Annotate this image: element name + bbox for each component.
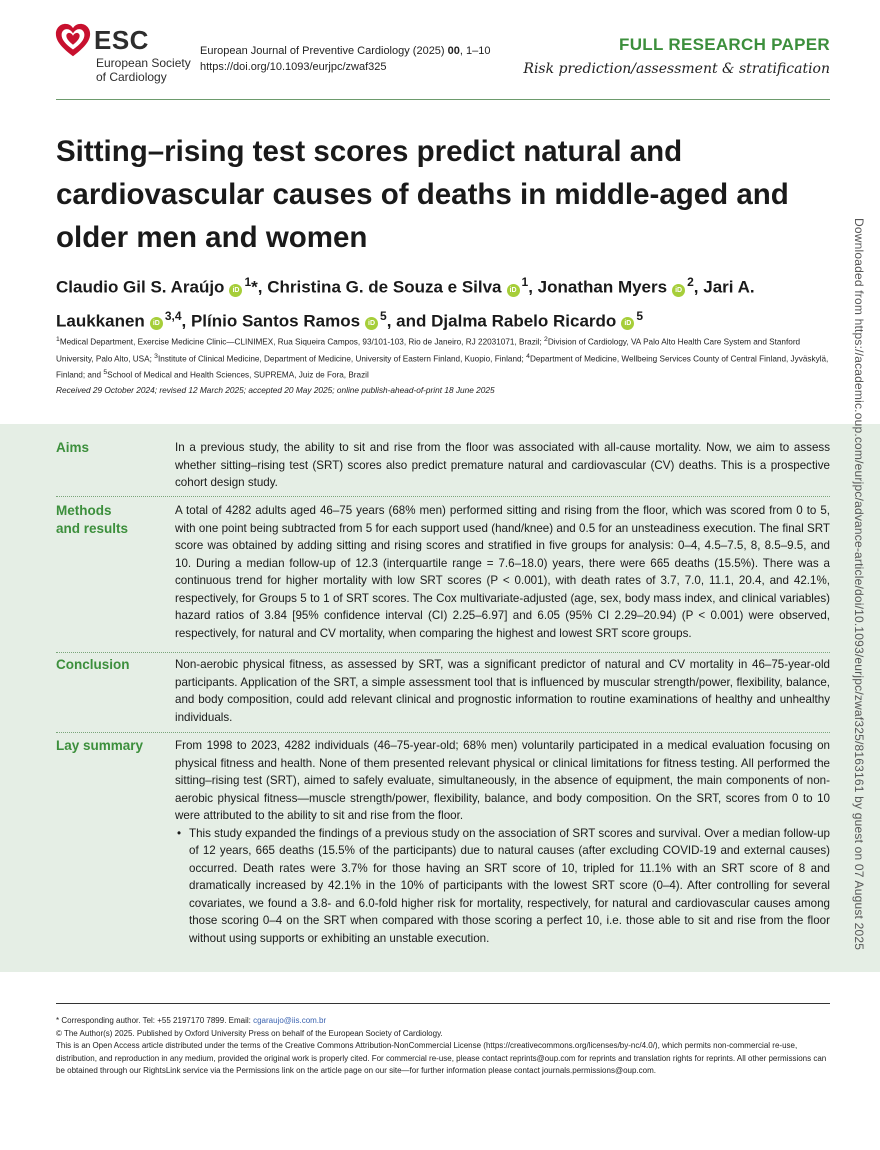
abstract-divider (56, 732, 830, 733)
author-affil: 5 (380, 308, 387, 323)
lay-summary-label: Lay summary (56, 738, 144, 753)
methods-label (56, 502, 166, 538)
orcid-icon[interactable]: iD (150, 317, 163, 330)
journal-name: European Journal of Preventive Cardiology (2025) (200, 45, 445, 57)
esc-logo (54, 22, 204, 86)
journal-citation (200, 43, 491, 75)
methods-label-line2: and results (56, 521, 129, 536)
logo-esc-text: ESC (94, 25, 149, 55)
orcid-icon[interactable]: iD (507, 284, 520, 297)
header-divider (56, 99, 830, 100)
author-name[interactable]: Plínio Santos Ramos (190, 311, 361, 331)
affil-num: 2 (544, 336, 548, 343)
author-affil: 1 (244, 275, 252, 289)
aims-text: In a previous study, the ability to sit and rise from the floor was associated with all-cause mortality. Now, we aim to assess whether sitting–rising test (SRT) scores also predict premature natural and cardiovascular (CV) deaths. This is a prospective cohort design study. (175, 441, 830, 489)
orcid-icon[interactable]: iD (621, 317, 634, 330)
author-affil: 1 (521, 275, 529, 289)
logo-society-line1: European Society (96, 56, 191, 70)
download-watermark (850, 218, 870, 951)
heart-logo-icon (54, 22, 92, 60)
methods-label-line1: Methods (56, 503, 112, 518)
orcid-icon[interactable]: iD (672, 284, 685, 297)
affil-text: Department of Medicine, Wellbeing Services County of Central Finland, Jyväskylä, Finland; and (56, 354, 829, 381)
logo-society-line2: of Cardiology (96, 70, 167, 84)
orcid-icon[interactable]: iD (229, 284, 242, 297)
conclusion-text: Non-aerobic physical fitness, as assessed by SRT, was a significant predictor of natural and CV mortality in 46–75-year-old participants. Application of the SRT, a simple assessment tool that is influenced by muscular strength/power, flexibility, balance, and body composition, could add relevant clinical and prognostic information to routine examinations of healthy and unhealthy individuals. (175, 658, 830, 724)
lay-bullet-text: This study expanded the findings of a previous study on the association of SRT scores and survival. Over a median follow-up of 12 years, 665 deaths (15.5% of the participants) due to natural causes (after excluding COVID-19 and external causes) occurred. Death rates were 3.7% for those having an SRT score of 10, tripled for 11.1% with an SRT score of 8 and dramatically increased by 42.1% in the 10% of participants with the lowest SRT score (0–4). After controlling for several covariates, we found a 3.8- and 6.0-fold higher risk for mortality, respectively, for natural and cardiovascular causes among those scoring 0–4 on the SRT when compared with those scoring a perfect 10, i.e. those able to sit and rise from the floor without using supports or exhibiting an unstable execution. (189, 826, 830, 945)
license-text: This is an Open Access article distributed under the terms of the Creative Commons Attribution-NonCommercial License (https://creativecommons.org/licenses/by-nc/4.0/), which permits non-commercial re-use, distribution, and reproduction in any medium, provided the original work is properly cited. For commercial re-use, please contact reprints@oup.com for reprints and translation rights for reprints. All other permissions can be obtained through our RightsLink service via the Permissions link on the article page on our site—for further information please contact journals.permissions@oup.com. (56, 1041, 827, 1075)
doi-link[interactable]: https://doi.org/10.1093/eurjpc/zwaf325 (200, 61, 387, 73)
orcid-icon[interactable]: iD (365, 317, 378, 330)
author-affil: 3,4 (164, 308, 182, 323)
author-affil: 2 (687, 275, 694, 289)
paper-subtype: Risk prediction/assessment & stratification (523, 61, 830, 77)
paper-type: FULL RESEARCH PAPER (619, 35, 830, 54)
affil-num: 4 (526, 352, 530, 360)
footer-divider (56, 1003, 830, 1004)
affil-text: Medical Department, Exercise Medicine Clinic—CLINIMEX, Rua Siqueira Campos, 93/101-103, Rio de Janeiro, RJ 22031071, Brazil; (59, 337, 545, 347)
author-name[interactable]: Claudio Gil S. Araújo (56, 277, 225, 297)
bullet-icon: • (177, 826, 182, 840)
received-dates: Received 29 October 2024; revised 12 March 2025; accepted 20 May 2025; online publish-ahead-of-print 18 June 2025 (56, 385, 495, 395)
author-name[interactable]: Christina G. de Souza e Silva (267, 277, 502, 297)
affil-num: 1 (56, 336, 60, 343)
author-list (56, 268, 836, 335)
author-name[interactable]: Djalma Rabelo Ricardo (431, 311, 617, 331)
affil-text: Division of Cardiology, VA Palo Alto Health Care System and Stanford University, Palo Alto, USA; (56, 337, 801, 364)
download-watermark-text: Downloaded from https://academic.oup.com/eurjpc/advance-article/doi/10.1093/eurjpc/zwaf325/8163161 by guest on 07 August 2025 (852, 218, 866, 951)
corresponding-text: * Corresponding author. Tel: +55 2197170 7899. Email: (56, 1016, 254, 1025)
affil-text: Institute of Clinical Medicine, Department of Medicine, University of Eastern Finland, Kuopio, Finland; (157, 354, 527, 364)
author-affil: 5 (636, 308, 643, 323)
author-name[interactable]: Jari A. Laukkanen (56, 277, 755, 331)
abstract-divider (56, 496, 830, 497)
affil-num: 3 (154, 352, 158, 360)
journal-pages: , 1–10 (459, 45, 491, 57)
footnotes (56, 1015, 830, 1078)
affiliations (56, 333, 830, 383)
author-separator: , (181, 311, 191, 331)
abstract-divider (56, 652, 830, 653)
email-link[interactable]: cgaraujo@iis.com.br (253, 1016, 327, 1025)
affil-num: 5 (103, 369, 108, 377)
author-separator: , and (386, 311, 432, 331)
author-separator: , (257, 277, 268, 297)
methods-text: A total of 4282 adults aged 46–75 years (68% men) performed sitting and rising from the floor, which was scored from 0 to 5, with one point being subtracted from 5 for each support used (hand/knee) and 0.5 for an unsteadiness execution. The final SRT score was obtained by adding sitting and rising scores and stratified in five groups for analysis: 0–4, 4.5–7.5, 8, 8.5–9.5, and 10. During a median follow-up of 12.3 (interquartile range = 7.6–18.0) years, there were 665 deaths (15.5%). There was a continuous trend for higher mortality with low SRT scores (P < 0.001), with death rates of 3.7, 7.0, 11.1, 20.4, and 42.1%, respectively, for Groups 5 to 1 of SRT scores. The Cox multivariate-adjusted (age, sex, body mass index, and clinical variables) hazard ratios of 3.84 [95% confidence interval (CI) 2.25–6.97] and 6.05 (95% CI 2.29–20.94) (P < 0.001) were observed, respectively, for natural and CV mortality, when comparing the highest and lowest SRT score groups. (175, 504, 830, 640)
affil-text: School of Medical and Health Sciences, SUPREMA, Juiz de Fora, Brazil (107, 371, 369, 381)
lay-summary-paragraph: From 1998 to 2023, 4282 individuals (46–75-year-old; 68% men) voluntarily participated in a medical evaluation focusing on physical fitness and health. None of them presented relevant physical or clinical limitations for fitness testing. All performed the sitting–rising test (SRT), aimed to safely evaluate, simultaneously, in the absence of equipment, the main components of non-aerobic physical fitness—muscle strength/power, flexibility, balance, and body composition. On the SRT, scores from 0 to 10 were attributed to the ability to sit and rise from the floor. (175, 739, 830, 822)
journal-volume: 00 (447, 45, 460, 57)
aims-label: Aims (56, 440, 90, 455)
corresponding-author (56, 1015, 830, 1028)
author-separator: , (528, 277, 538, 297)
author-name[interactable]: Jonathan Myers (537, 277, 668, 297)
copyright-text: © The Author(s) 2025. Published by Oxford University Press on behalf of the European Society of Cardiology. (56, 1028, 443, 1038)
author-separator: , (693, 277, 704, 297)
article-title: Sitting–rising test scores predict natural and cardiovascular causes of deaths in middle-aged and older men and women (56, 135, 789, 254)
logo-society-text (96, 56, 191, 84)
lay-summary-text (175, 737, 830, 947)
lay-summary-bullet (175, 825, 830, 948)
author-mark: * (251, 277, 258, 297)
conclusion-label: Conclusion (56, 657, 130, 672)
